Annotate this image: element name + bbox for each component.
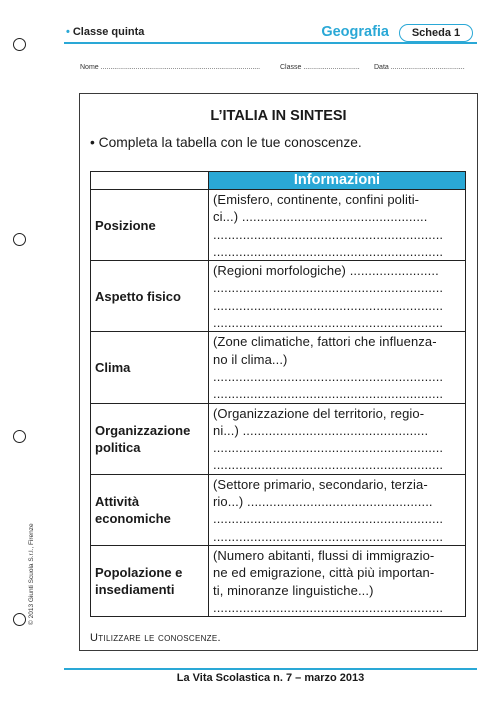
answer-line: .............................................................. [213,226,444,242]
answer-area[interactable] [209,261,466,332]
answer-line: no il clima...) [213,351,288,367]
info-column-header: Informazioni [209,172,466,190]
table-row [91,190,466,261]
answer-line: (Zone climatiche, fattori che influenza- [213,334,437,350]
date-field[interactable]: Data ...................................... [374,64,465,71]
answer-line: .............................................................. [213,297,444,313]
answer-area[interactable] [209,474,466,545]
answer-line: ne ed emigrazione, città più importan- [213,565,435,581]
footer-text: La Vita Scolastica n. 7 – marzo 2013 [176,672,365,684]
answer-line: .............................................................. [213,440,444,456]
answer-line: .............................................................. [213,599,444,615]
answer-line: .............................................................. [213,243,444,259]
answer-line: .............................................................. [213,386,444,402]
answer-line: .............................................................. [213,457,444,473]
table-corner-cell [91,172,209,190]
summary-table [90,171,466,617]
answer-area[interactable] [209,332,466,403]
answer-line: .............................................................. [213,315,444,331]
footer-bar [64,668,477,687]
answer-line: (Settore primario, secondario, terzia- [213,476,428,492]
answer-area[interactable] [209,190,466,261]
answer-line: .............................................................. [213,368,444,384]
student-fields [80,64,470,71]
answer-area[interactable] [209,403,466,474]
name-field[interactable]: Nome .................................................................................. [80,64,261,71]
answer-line: (Regioni morfologiche) ........................ [213,263,439,279]
binder-hole [13,233,26,246]
sheet-badge: Scheda 1 [399,24,473,42]
row-label: Attività economiche [91,474,209,545]
row-label: Clima [91,332,209,403]
row-label: Popolazione e insediamenti [91,545,209,616]
class-level: • Classe quinta [66,26,145,38]
section-hint: Utilizzare le conoscenze. [90,632,221,644]
table-row [91,545,466,616]
header-bar [64,25,477,44]
answer-line: .............................................................. [213,511,444,527]
binder-hole [13,430,26,443]
table-row [91,261,466,332]
row-label: Posizione [91,190,209,261]
copyright: © 2013 Giunti Scuola S.r.l., Firenze [28,523,35,625]
subject-title: Geografia [321,24,389,40]
binder-hole [13,613,26,626]
table-row [91,403,466,474]
bullet-icon: • [66,26,70,38]
answer-area[interactable] [209,545,466,616]
table-row [91,332,466,403]
answer-line: .............................................................. [213,280,444,296]
answer-line: ti, minoranze linguistiche...) [213,582,374,598]
binder-hole [13,38,26,51]
answer-line: (Organizzazione del territorio, regio- [213,405,425,421]
answer-line: rio...) .................................................. [213,494,433,510]
answer-line: .............................................................. [213,528,444,544]
row-label: Organizzazione politica [91,403,209,474]
answer-line: (Numero abitanti, flussi di immigrazio- [213,547,435,563]
answer-line: ni...) .................................................. [213,422,429,438]
answer-line: ci...) .................................................. [213,209,428,225]
table-row [91,474,466,545]
worksheet-title: L’ITALIA IN SINTESI [210,108,347,124]
class-field[interactable]: Classe ............................. [280,64,360,71]
answer-line: (Emisfero, continente, confini politi- [213,192,420,207]
row-label: Aspetto fisico [91,261,209,332]
worksheet-frame [79,93,478,651]
instruction: • Completa la tabella con le tue conoscenze. [90,135,362,150]
